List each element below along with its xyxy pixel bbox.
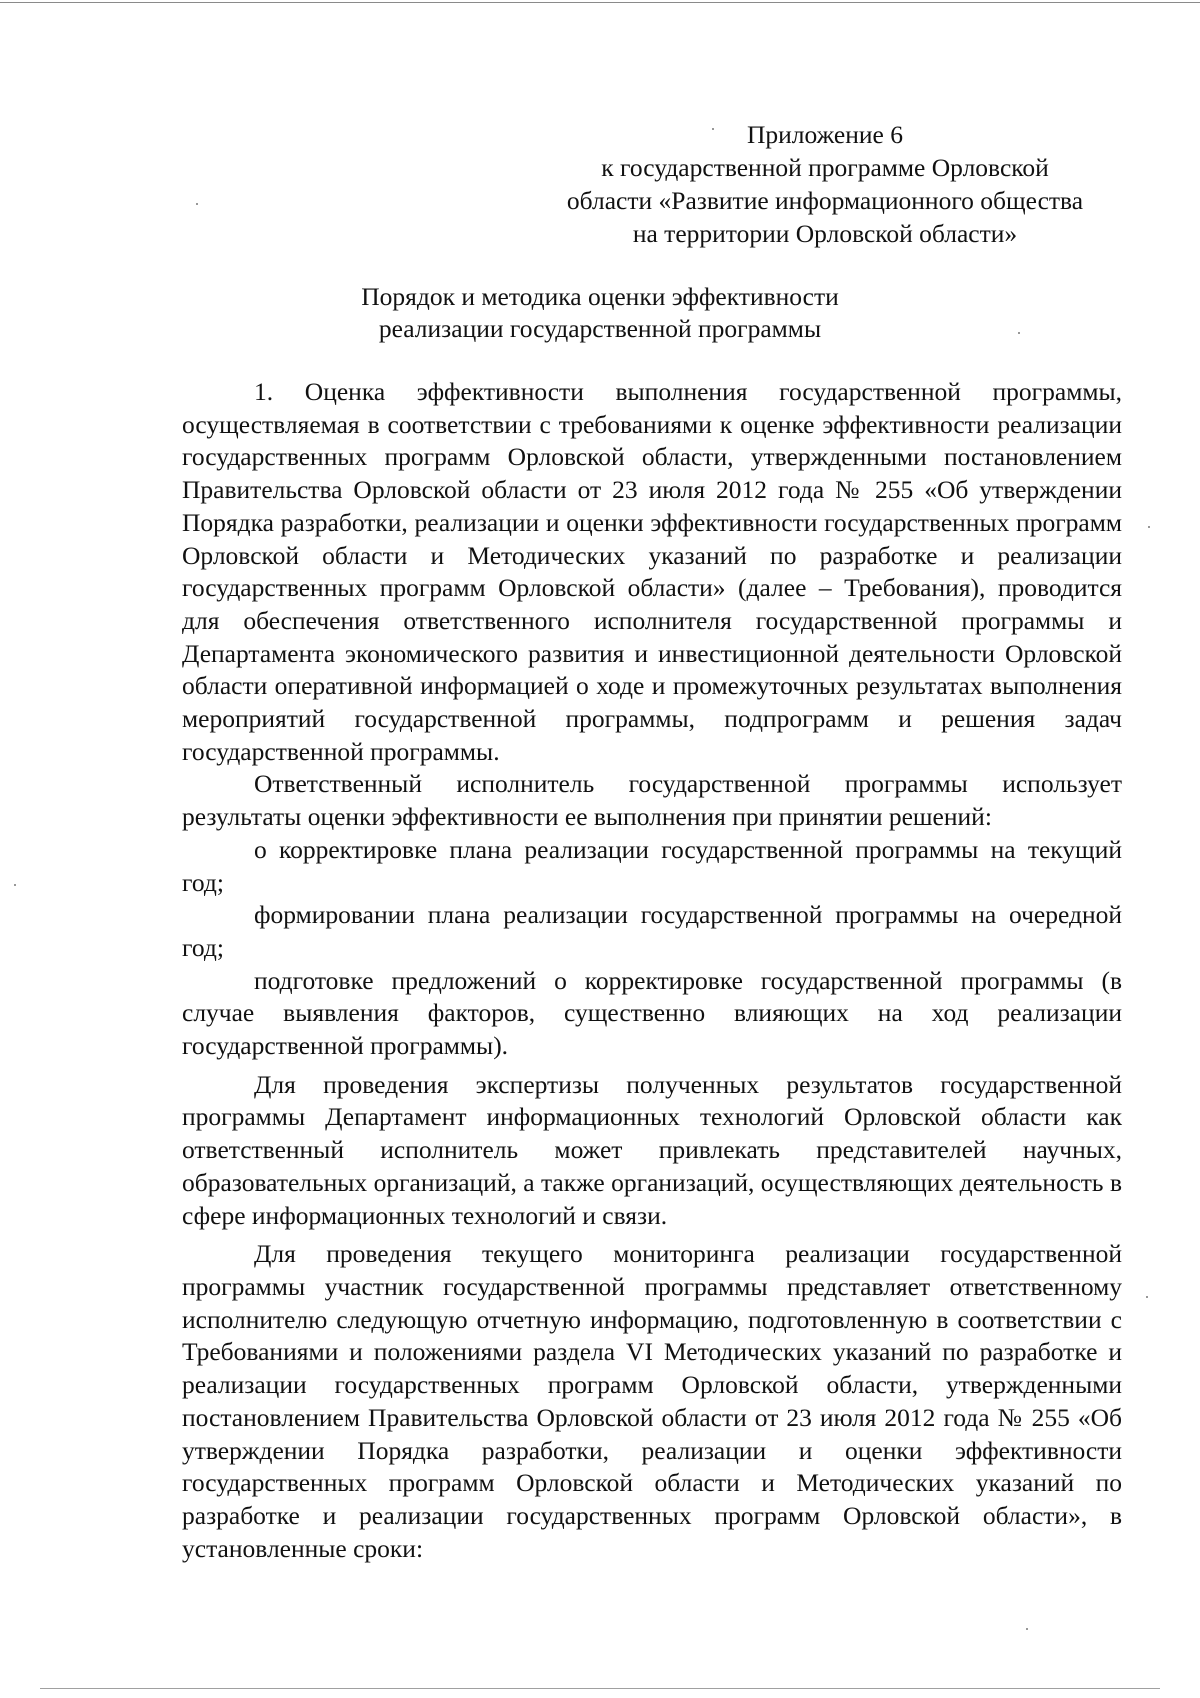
title-line: Порядок и методика оценки эффективности xyxy=(361,282,839,311)
scan-bottom-edge xyxy=(40,1688,1160,1689)
document-title xyxy=(300,281,900,345)
scan-speck xyxy=(1148,526,1150,528)
scan-speck xyxy=(1146,1296,1148,1298)
paragraph: Для проведения текущего мониторинга реализации государственной программы участник государственной программы представляет ответственному исполнителю следующую отчетную информацию, подготовленную в соответствии с Требованиями и положениями раздела VI Методических указаний по разработке и реализации государственных программ Орловской области, утвержденными постановлением Правительства Орловской области от 23 июля 2012 года № 255 «Об утверждении Порядка разработки, реализации и оценки эффективности государственных программ Орловской области и Методических указаний по разработке и реализации государственных программ Орловской области», в установленные сроки: xyxy=(182,1239,1122,1563)
paragraph: о корректировке плана реализации государственной программы на текущий год; xyxy=(182,834,1122,897)
scan-speck xyxy=(1018,332,1020,334)
scan-top-edge xyxy=(0,2,1200,3)
paragraph: Ответственный исполнитель государственной программы использует результаты оценки эффективности ее выполнения при принятии решений: xyxy=(182,769,1122,832)
document-body xyxy=(182,376,1122,1565)
paragraph: формировании плана реализации государственной программы на очередной год; xyxy=(182,900,1122,962)
annex-line: к государственной программе Орловской xyxy=(601,153,1049,182)
annex-line: Приложение 6 xyxy=(747,120,903,149)
paragraph: Для проведения экспертизы полученных результатов государственной программы Департамент информационных технологий Орловской области как ответственный исполнитель может привлекать представителей научных, образовательных организаций, а также организаций, осуществляющих деятельность в сфере информационных технологий и связи. xyxy=(182,1069,1122,1230)
annex-header xyxy=(520,118,1130,250)
title-line: реализации государственной программы xyxy=(378,314,822,343)
scan-speck xyxy=(196,203,198,205)
annex-line: области «Развитие информационного общества xyxy=(566,186,1084,215)
scan-speck xyxy=(14,884,16,886)
paragraph: подготовке предложений о корректировке государственной программы (в случае выявления факторов, существенно влияющих на ход реализации государственной программы). xyxy=(182,965,1122,1061)
scan-speck xyxy=(1026,1628,1028,1630)
paragraph: 1. Оценка эффективности выполнения государственной программы, осуществляемая в соответствии с требованиями к оценке эффективности реализации государственных программ Орловской области, утвержденными постановлением Правительства Орловской области от 23 июля 2012 года № 255 «Об утверждении Порядка разработки, реализации и оценки эффективности государственных программ Орловской области и Методических указаний по разработке и реализации государственных программ Орловской области» (далее – Требования), проводится для обеспечения ответственного исполнителя государственной программы и Департамента экономического развития и инвестиционной деятельности Орловской области оперативной информацией о ходе и промежуточных результатах выполнения мероприятий государственной программы, подпрограмм и решения задач государственной программы. xyxy=(182,377,1122,766)
annex-line: на территории Орловской области» xyxy=(632,219,1018,248)
